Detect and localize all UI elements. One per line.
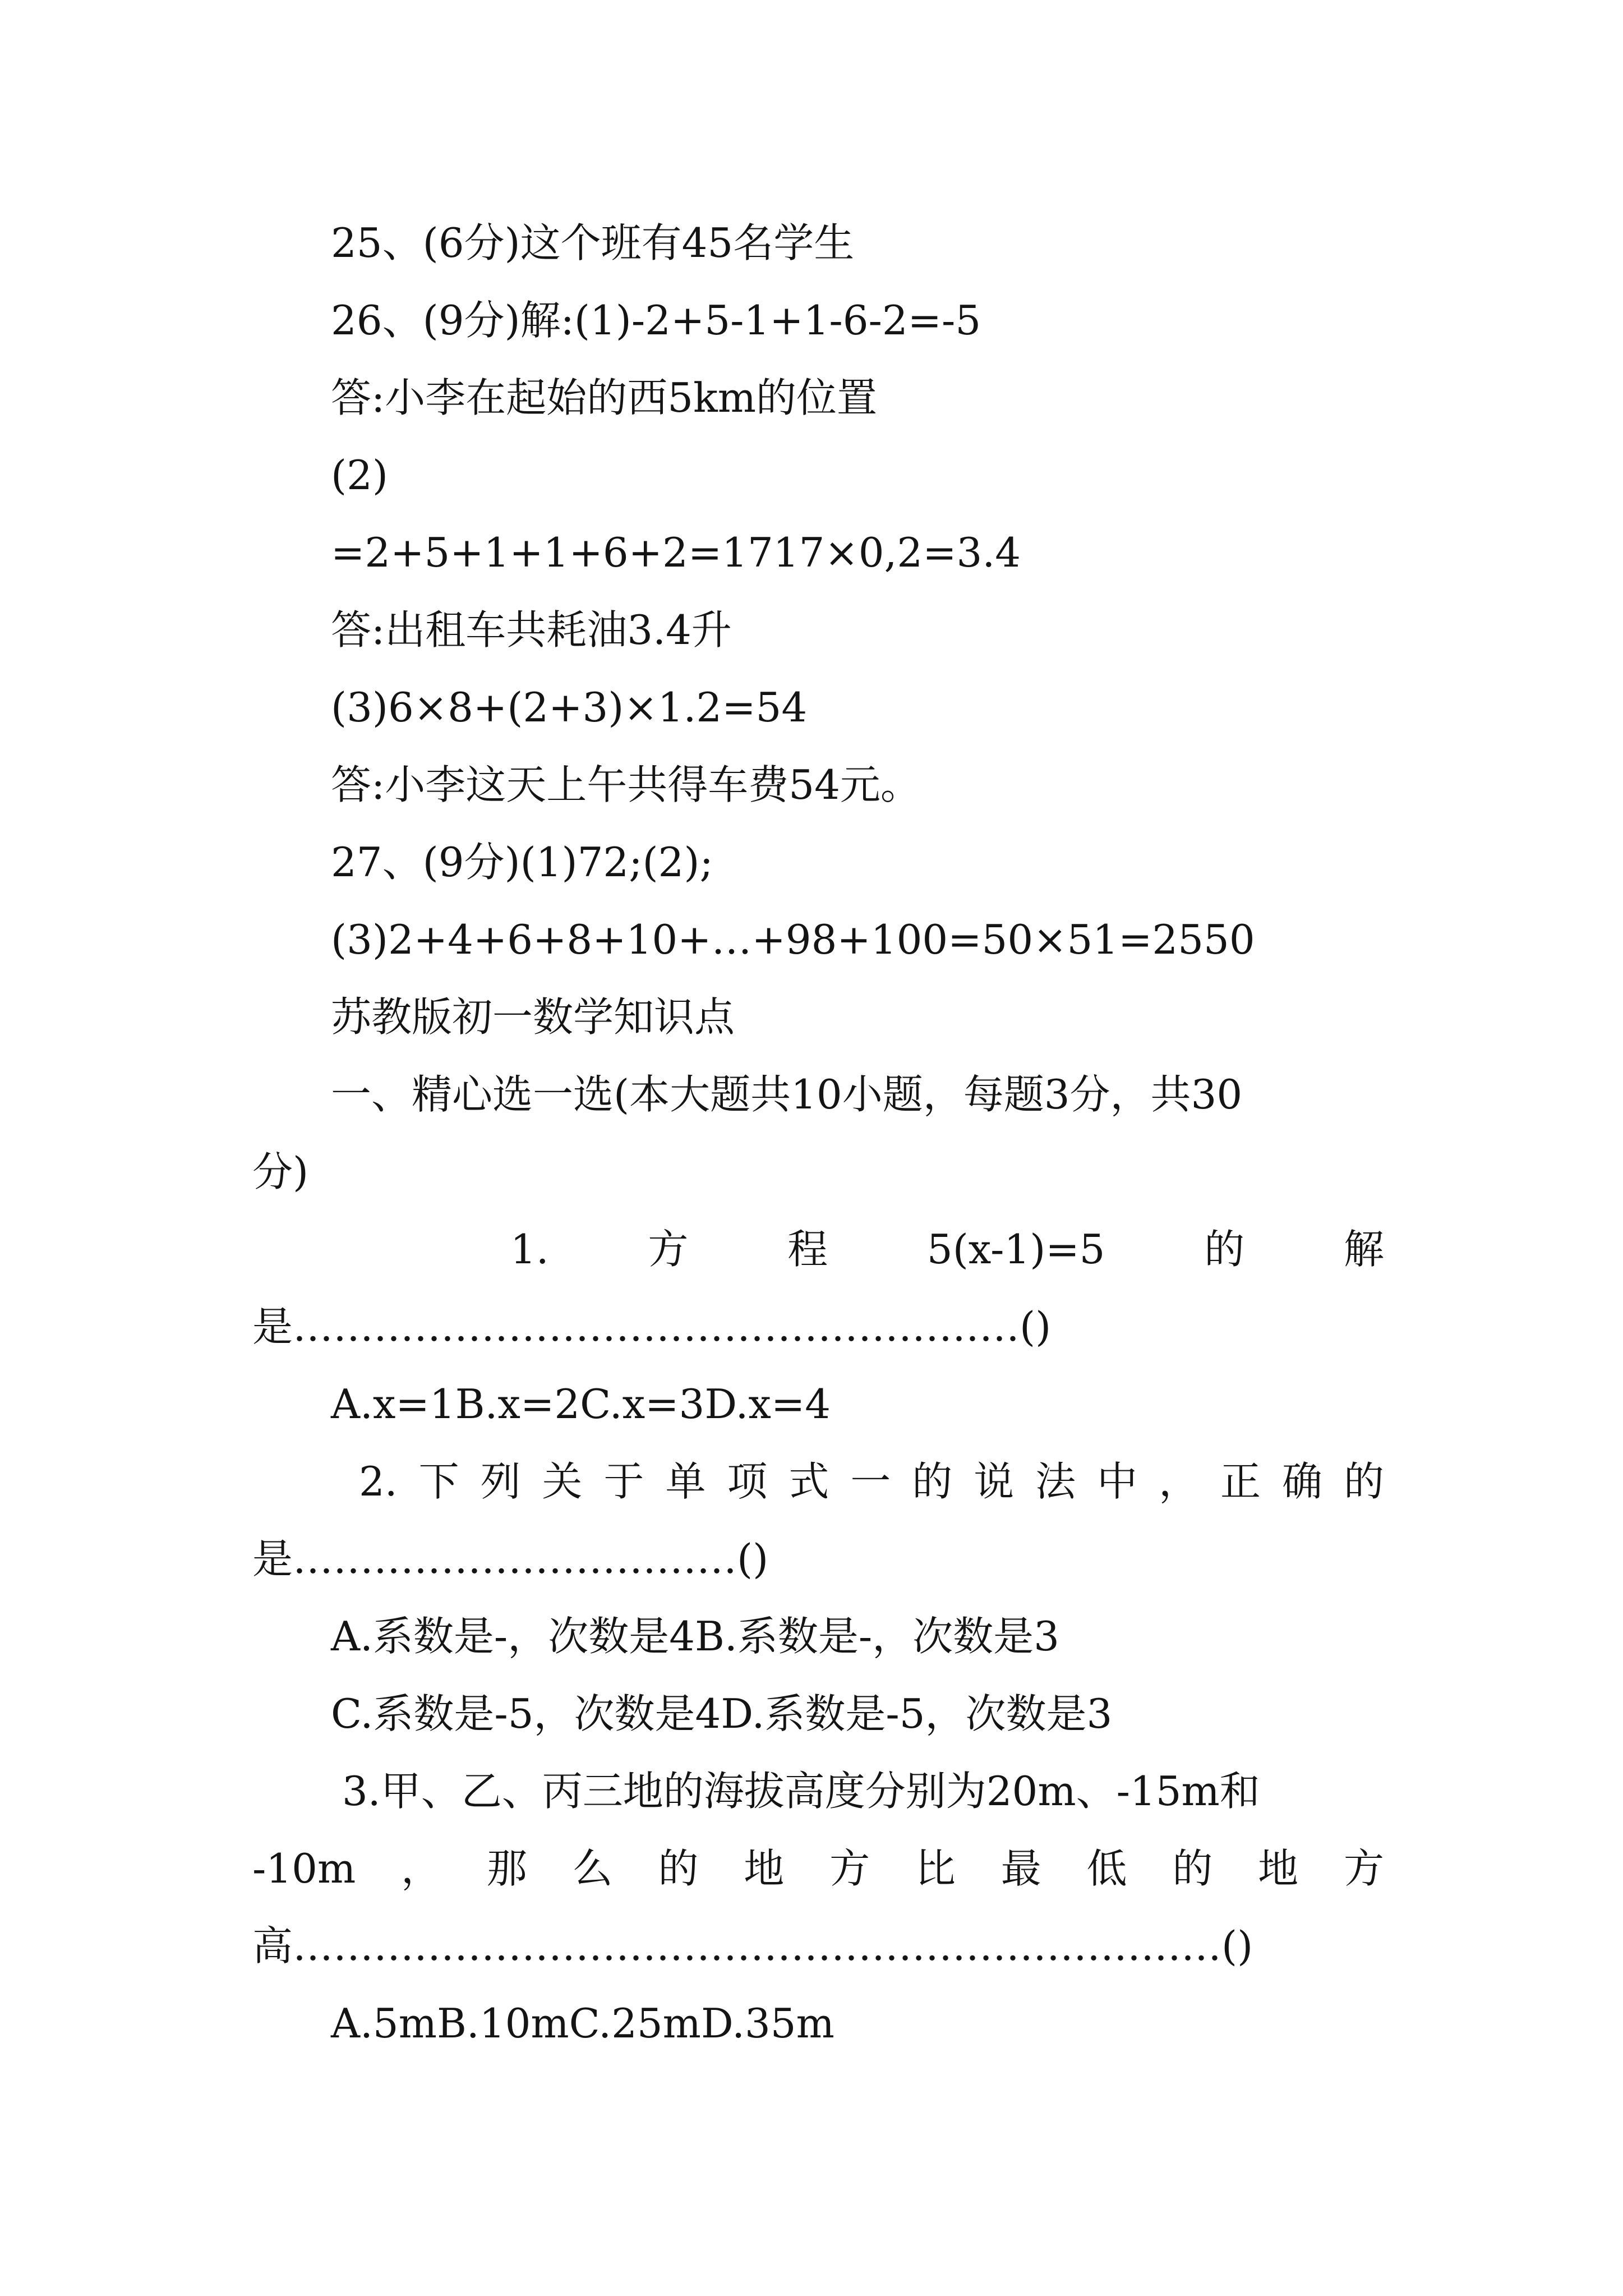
question-3-stem-token: 地 [1258,1845,1299,1892]
question-2-stem-token: 下 [418,1458,459,1505]
question-2-stem-token: 确 [1281,1458,1322,1505]
question-1-stem-token: 解 [1343,1226,1384,1273]
question-3-stem-token: 方 [1343,1845,1384,1892]
answer-26-response-3: 答:小李这天上午共得车费54元。 [331,761,921,808]
answer-27: 27、(9分)(1)72;(2); [331,839,713,886]
question-3-stem-token: ， [401,1845,442,1892]
question-2-stem [252,1456,1384,1507]
question-3-stem-end: 高……………………………………………………………() [252,1922,1253,1970]
question-2-stem-token: 法 [1035,1458,1076,1505]
question-3-stem-token: 方 [829,1845,870,1892]
question-3-stem-token: 地 [744,1845,785,1892]
question-3-stem-token: 的 [658,1845,699,1892]
question-2-stem-token: 式 [789,1458,829,1505]
answer-26-part-2: (2) [331,452,388,499]
answer-26-part-3: (3)6×8+(2+3)×1.2=54 [331,684,808,731]
answer-25: 25、(6分)这个班有45名学生 [331,219,855,266]
question-2-stem-token: ， [1159,1458,1200,1505]
question-3-stem-cont [252,1843,1384,1894]
question-3-stem-token: 么 [572,1845,613,1892]
answer-27-part-3: (3)2+4+6+8+10+…+98+100=50×51=2550 [331,916,1255,963]
question-2-stem-token: 于 [603,1458,644,1505]
question-1-stem-token: 5(x-1)=5 [926,1226,1105,1273]
question-1-stem-token: 1. [510,1226,549,1273]
question-2-stem-token: 的 [912,1458,953,1505]
question-3-options: A.5mB.10mC.25mD.35m [331,2000,834,2047]
question-2-stem-token: 2. [359,1458,398,1505]
question-1-stem-end: 是………………………………………………() [252,1303,1052,1350]
question-3-stem-token: 的 [1172,1845,1213,1892]
question-2-stem-end: 是……………………………() [252,1535,769,1582]
question-1-stem-token: 程 [787,1226,828,1273]
question-2-stem-token: 的 [1343,1458,1384,1505]
answer-26: 26、(9分)解:(1)-2+5-1+1-6-2=-5 [331,297,981,344]
answer-26-response-2: 答:出租车共耗油3.4升 [331,606,732,654]
question-2-stem-token: 一 [850,1458,891,1505]
question-2-stem-token: 单 [665,1458,706,1505]
question-3-stem-token: 比 [915,1845,956,1892]
answer-26-response-1: 答:小李在起始的西5km的位置 [331,374,877,421]
question-3-stem-token: 那 [486,1845,527,1892]
question-2-stem-token: 说 [974,1458,1015,1505]
question-3-stem-token: 低 [1086,1845,1127,1892]
question-3-stem-token: 最 [1000,1845,1041,1892]
question-2-stem-token: 列 [480,1458,521,1505]
question-2-options-ab: A.系数是-，次数是4B.系数是-，次数是3 [331,1613,1059,1660]
question-3-stem-token: -10m [252,1845,356,1892]
section-title: 苏教版初一数学知识点 [331,993,735,1041]
question-2-stem-token: 正 [1220,1458,1261,1505]
answer-26-calc-2: =2+5+1+1+6+2=1717×0,2=3.4 [331,529,1021,576]
question-1-options: A.x=1B.x=2C.x=3D.x=4 [331,1381,831,1428]
question-2-stem-token: 项 [727,1458,768,1505]
question-3-stem: 3.甲、乙、丙三地的海拔高度分别为20m、-15m和 [342,1768,1260,1815]
section-heading-line-2: 分) [252,1148,309,1195]
question-2-options-cd: C.系数是-5，次数是4D.系数是-5，次数是3 [331,1690,1113,1737]
question-2-stem-token: 中 [1097,1458,1138,1505]
section-heading-line-1: 一、精心选一选(本大题共10小题，每题3分，共30 [331,1071,1243,1118]
question-1-stem [252,1224,1384,1274]
question-1-stem-token: 方 [648,1226,689,1273]
question-2-stem-token: 关 [542,1458,583,1505]
question-1-stem-token: 的 [1204,1226,1245,1273]
